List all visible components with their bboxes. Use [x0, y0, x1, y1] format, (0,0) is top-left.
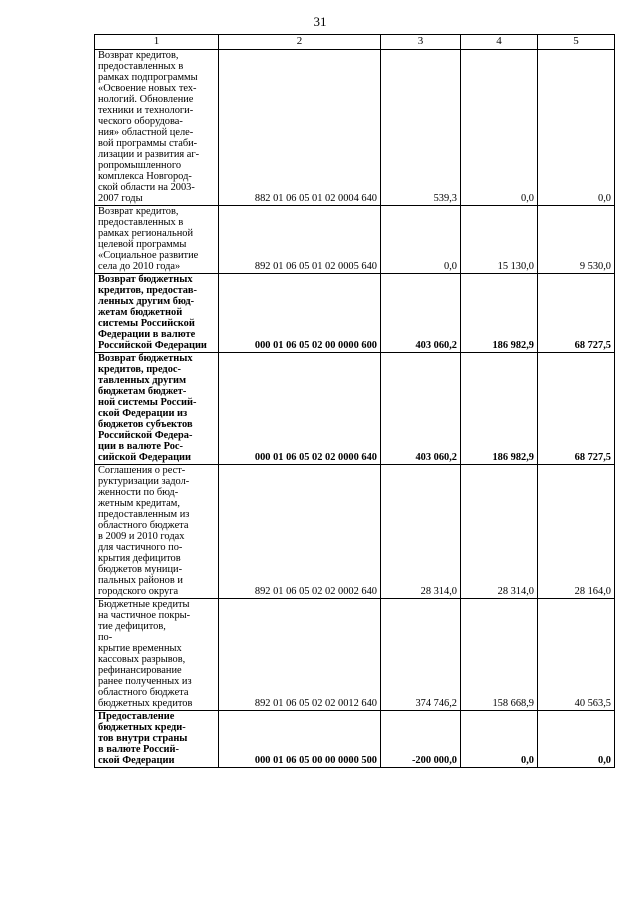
value-col5: 68 727,5	[538, 274, 615, 353]
value-col5: 9 530,0	[538, 206, 615, 274]
value-col3: 403 060,2	[381, 353, 461, 465]
table-row	[95, 50, 615, 206]
value-col3: 403 060,2	[381, 274, 461, 353]
value-col5: 68 727,5	[538, 353, 615, 465]
value-col5: 28 164,0	[538, 465, 615, 599]
column-header: 1	[95, 35, 219, 50]
budget-code: 000 01 06 05 02 02 0000 640	[219, 353, 381, 465]
budget-table	[94, 34, 615, 768]
value-col4: 0,0	[461, 50, 538, 206]
value-col4: 158 668,9	[461, 599, 538, 711]
row-description: Возврат кредитов, предоставленных в рамках подпрограммы «Освоение новых тех- нологий. Обновление техники и технологи- ческого оборудова- ния» областной целе- вой программы стаби- лизации и развития аг- ропромышленного комплекса Новгород- ской области на 2003- 2007 годы	[95, 50, 219, 206]
value-col4: 15 130,0	[461, 206, 538, 274]
page-number: 31	[313, 14, 327, 29]
budget-code: 892 01 06 05 02 02 0012 640	[219, 599, 381, 711]
table-row	[95, 711, 615, 768]
column-header: 5	[538, 35, 615, 50]
value-col3: 28 314,0	[381, 465, 461, 599]
column-header: 4	[461, 35, 538, 50]
value-col3: -200 000,0	[381, 711, 461, 768]
column-header: 3	[381, 35, 461, 50]
value-col4: 0,0	[461, 711, 538, 768]
table-header-row	[95, 35, 615, 50]
row-description: Возврат бюджетных кредитов, предостав- ленных другим бюд- жетам бюджетной системы Российской Федерации в валюте Российской Федерации	[95, 274, 219, 353]
table-row	[95, 353, 615, 465]
value-col3: 0,0	[381, 206, 461, 274]
column-header: 2	[219, 35, 381, 50]
budget-code: 882 01 06 05 01 02 0004 640	[219, 50, 381, 206]
table-row	[95, 465, 615, 599]
value-col5: 40 563,5	[538, 599, 615, 711]
row-description: Бюджетные кредиты на частичное покры- тие дефицитов, по- крытие временных кассовых разрывов, рефинансирование ранее полученных из областного бюджета бюджетных кредитов	[95, 599, 219, 711]
table-row	[95, 274, 615, 353]
budget-code: 000 01 06 05 02 00 0000 600	[219, 274, 381, 353]
value-col4: 28 314,0	[461, 465, 538, 599]
row-description: Соглашения о рест- руктуризации задол- женности по бюд- жетным кредитам, предоставленным из областного бюджета в 2009 и 2010 годах для частичного по- крытия дефицитов бюджетов муници- пальных районов и городского округа	[95, 465, 219, 599]
value-col5: 0,0	[538, 711, 615, 768]
value-col3: 374 746,2	[381, 599, 461, 711]
value-col4: 186 982,9	[461, 353, 538, 465]
table-row	[95, 206, 615, 274]
value-col5: 0,0	[538, 50, 615, 206]
row-description: Возврат бюджетных кредитов, предос- тавленных другим бюджетам бюджет- ной системы Россий- ской Федерации из бюджетов субъектов Российской Федера- ции в валюте Рос- сийской Федерации	[95, 353, 219, 465]
value-col3: 539,3	[381, 50, 461, 206]
row-description: Возврат кредитов, предоставленных в рамках региональной целевой программы «Социальное развитие села до 2010 года»	[95, 206, 219, 274]
row-description: Предоставление бюджетных креди- тов внутри страны в валюте Россий- ской Федерации	[95, 711, 219, 768]
budget-code: 892 01 06 05 02 02 0002 640	[219, 465, 381, 599]
budget-code: 892 01 06 05 01 02 0005 640	[219, 206, 381, 274]
value-col4: 186 982,9	[461, 274, 538, 353]
table-row	[95, 599, 615, 711]
budget-code: 000 01 06 05 00 00 0000 500	[219, 711, 381, 768]
